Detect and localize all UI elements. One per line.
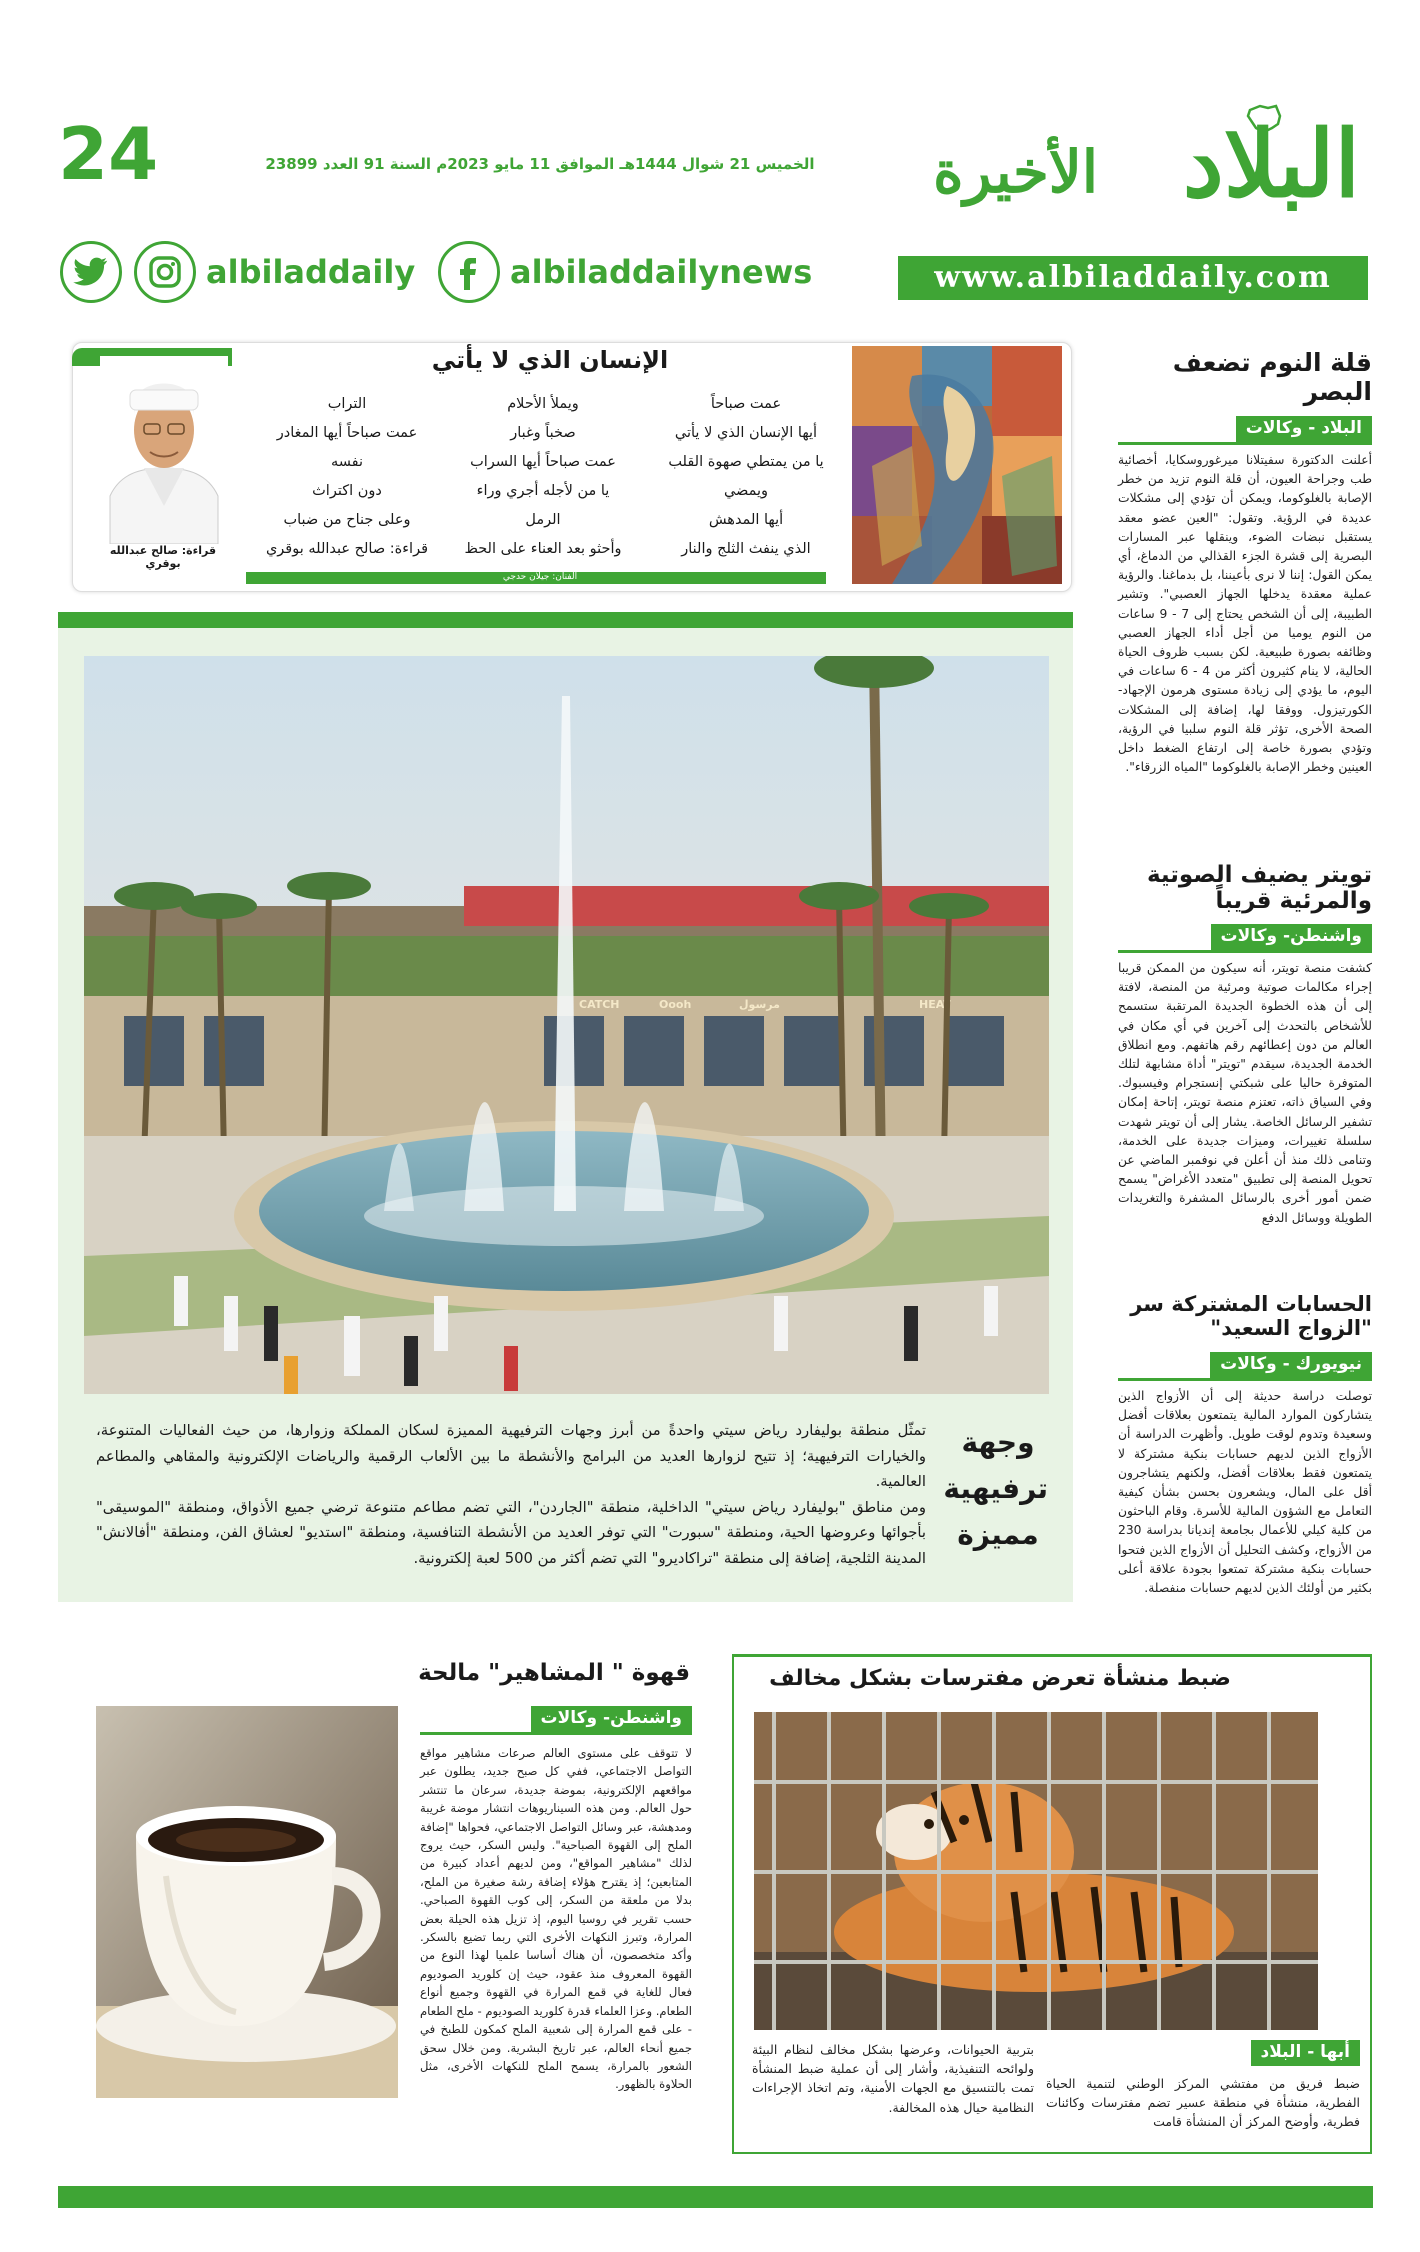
page-number: 24 (58, 112, 159, 196)
masthead-logo[interactable] (900, 110, 1370, 230)
page-bottom-bar (58, 2186, 1373, 2208)
coffee-byline: واشنطن- وكالات (531, 1706, 692, 1732)
twitter-body: كشفت منصة تويتر، أنه سيكون من الممكن قريبا إجراء مكالمات صوتية ومرئية من المنصة، لافتة إلى أن هذه الخطوة الجديدة المرتقبة ستسمح للأشخاص بالتحدث إلى آخرين في أي مكان في العالم من دون إعطائهم رقم هاتفهم. ومع انطلاق الخدمة الجديدة، سيقدم "تويتر" أداة مشابهة لتلك المتوفرة حاليا على شبكتي إنستجرام وفيسبوك. وفي السياق ذاته، تعتزم منصة تويتر، إتاحة إمكان تشفير الرسائل الخاصة. يشار إلى أن تويتر شهدت سلسلة تغييرات، وميزات جديدة على الخدمة، وتنامى ذلك منذ أن أعلن في نوفمبر الماضي عن تحويل المنصة إلى تطبيق "متعدد الأغراض" يسمح ضمن أمور أخرى بالرسائل المشفرة والتغريدات الطويلة ووسائل الدفع (1118, 961, 1372, 1225)
coffee-body: لا تتوقف على مستوى العالم صرعات مشاهير مواقع التواصل الاجتماعي، ففي كل صبح جديد، يطلون عبر مواقعهم الإلكترونية، بموضة جديدة، سرعان ما تنتشر حول العالم. ومن هذه السيناريوهات انتشار موضة غريبة ومدهشة، عبر وسائل التواصل الاجتماعي، فحواها "إضافة الملح إلى القهوة الصباحية". وليس السكر، حيث يروج لذلك "مشاهير المواقع"، ومن لديهم أعداد كبيرة من المتابعين؛ إذ يقترح هؤلاء إضافة رشة صغيرة من الملح، بدلا من ملعقة من السكر، إلى كوب القهوة الصباحي. حسب تقرير في روسيا اليوم، إذ تزيل هذه الحيلة بعض المرارة، وتبرز النكهات الأخرى التي ربما تضيع بالسكر. وأكد متخصصون، أن هناك أساسا علميا لهذا النوع من القهوة المعروف منذ عقود، حيث إن كلوريد الصوديوم فعال للغاية في قمع المرارة في القهوة وجميع أنواع الطعام. وعزا العلماء قدرة كلوريد الصوديوم - ملح الطعام - على قمع المرارة إلى شعبية الملح كمكون للطبخ في جميع أنحاء العالم، عبر تاريخ البشرية. ومن خلال سحق الشعور بالمرارة، يسمح الملح للنكهات الأخرى، مثل الحلاوة بالظهور. (420, 1746, 692, 2092)
storefront-sign-marsool: مرسول (739, 998, 780, 1011)
marriage-body: توصلت دراسة حديثة إلى أن الأزواج الذين يتشاركون الموارد المالية يتمتعون بعلاقات أفضل وسعيدة وتدوم لوقت طويل. وأظهرت الدراسة أن الأزواج الذين لديهم حسابات بنكية مشتركة لا يتمتعون فقط بعلاقات أفضل، ولكنهم يتشاجرون أقل على المال، ويشعرون بحسن بشأن كيفية التعامل مع الشؤون المالية للأسرة. وقام الباحثون من كلية كيلي للأعمال بجامعة إنديانا بدراسة 230 من الأزواج، وكشف التحليل أن الأزواج الذين فتحوا حسابات بنكية مشتركة تمتعوا بجودة علاقة أعلى بكثير من أولئك الذين لديهم حسابات منفصلة. (1118, 1389, 1372, 1596)
marriage-headline: الحسابات المشتركة سر "الزواج السعيد" (1130, 1292, 1372, 1340)
feature-body (96, 1418, 926, 1571)
sleep-byline: البلاد - وكالات (1236, 416, 1372, 442)
instagram-handle: albiladdaily (206, 253, 416, 291)
twitter-icon (60, 241, 122, 303)
tiger-body-left: بتربية الحيوانات، وعرضها بشكل مخالف لنظام البيئة ولوائحه التنفيذية، وأشار إلى أن عملية ضبط المنشأة تمت بالتنسيق مع الجهات الأمنية، وتم اتخاذ الإجراءات النظامية حيال هذه المخالفة. (752, 2042, 1034, 2115)
tiger-byline: أبها - البلاد (1251, 2040, 1361, 2066)
instagram-icon (134, 241, 196, 303)
twitter-headline: تويتر يضيف الصوتية والمرئية قريباً (1146, 862, 1372, 914)
tiger-cage-photo (754, 1712, 1318, 2030)
poem-column-3: التراب عمت صباحاً أيها المغادر نفسه دون اكتراث وعلى جناح من ضباب قراءة: صالح عبدالله بوقري (265, 396, 429, 557)
feature-paragraph-2: ومن مناطق "بوليفارد رياض سيتي" الداخلية، منطقة "الجاردن"، التي تضم مطاعم متنوعة ترضي جميع الأذواق، ومنطقة "الموسيقى" بأجوائها وعروضها الحية، ومنطقة "سبورت" التي توفر العديد من الأنشطة التنافسية، ومنطقة "استديو" لعشاق الفن، ومنطقة "أفالانش" المدينة الثلجية، إضافة إلى منطقة "تراكاديرو" التي تضم أكثر من 500 لعبة إلكترونية. (96, 1498, 926, 1567)
dateline: الخميس 21 شوال 1444هـ الموافق 11 مايو 2023م السنة 91 العدد 23899 (265, 155, 815, 173)
tiger-headline: ضبط منشأة تعرض مفترسات بشكل مخالف (769, 1666, 1231, 1691)
facebook-handle: albiladdailynews (510, 253, 813, 291)
feature-top-bar (58, 612, 1073, 628)
twitter-social[interactable] (60, 240, 122, 304)
sleep-article (1118, 348, 1372, 777)
storefront-sign-oooh: Oooh (659, 998, 692, 1011)
marriage-byline: نيويورك - وكالات (1210, 1352, 1372, 1378)
storefront-sign-heat: HEAT (919, 998, 951, 1011)
marriage-article (1118, 1292, 1372, 1598)
logo-main-text: البلاد (1182, 110, 1360, 218)
twitter-article (1118, 862, 1372, 1228)
poem-column-2: ويملأ الأحلام صخباً وغبار عمت صباحاً أيها السراب يا من لأجله أجري وراء الرمل وأحثو بعد العناء على الحظ (464, 396, 622, 557)
facebook-icon (438, 241, 500, 303)
poem-title: الإنسان الذي لا يأتي (431, 346, 669, 374)
feature-headline: وجهة ترفيهية مميزة (943, 1426, 1048, 1551)
painting-image (852, 346, 1062, 584)
feature-paragraph-1: تمثّل منطقة بوليفارد رياض سيتي واحدةً من أبرز وجهات الترفيهية المميزة لسكان المملكة وزوارها، من حيث الفعاليات المتنوعة، والخيارات الترفيهية؛ إذ تتيح لزوارها العديد من البرامج والأنشطة ما بين الألعاب الرقمية والرياضات الإلكترونية والمقاهي والمطاعم العالمية. (96, 1422, 926, 1490)
website-link[interactable]: www.albiladdaily.com (898, 256, 1368, 300)
sleep-body: أعلنت الدكتورة سفيتلانا ميرغوروسكايا، أخصائية طب وجراحة العيون، أن قلة النوم تزيد من خطر الإصابة بالغلوكوما، ويمكن أن تؤدي إلى مشكلات عديدة في الرؤية. وتقول: "العين عضو معقد يستقبل نبضات الضوء، وينقلها عبر المسارات البصرية إلى قشرة الجزء القذالي من الدماغ، أي يمكن القول: إننا لا نرى بأعيننا، بل بدماغنا. والرؤية عملية معقدة يدخلها الجهاز العصبي". وتشير الطبيبة، إلى أن الشخص يحتاج إلى 7 - 9 ساعات من النوم يوميا من أجل أداء الجهاز العصبي وظائفه بصورة طبيعية. لكن بسبب ظروف الحياة الحالية، لا ينام كثيرون أكثر من 4 - 6 ساعات في اليوم، ما يؤدي إلى زيادة مستوى هرمون الإجهاد- الكورتيزول. ووفقا لها، إضافة إلى المشكلات الصحة الأخرى، تؤثر قلة النوم سلبيا في الرؤية، وتؤدي بصورة خاصة إلى ارتفاع الضغط داخل العينين وخطر الإصابة بالغلوكوما "المياه الزرقاء". (1118, 453, 1373, 775)
tiger-body-right: ضبط فريق من مفتشي المركز الوطني لتنمية الحياة الفطرية، منشأة في منطقة عسير تضم مفترسات وكائنات فطرية، وأوضح المركز أن المنشأة قامت (1046, 2076, 1360, 2130)
logo-sub-text: الأخيرة (933, 138, 1098, 206)
coffee-headline: قهوة " المشاهير" مالحة (418, 1660, 690, 1686)
poem-column-1: عمت صباحاً أيها الإنسان الذي لا يأتي يا من يمتطي صهوة القلب ويمضي أيها المدهش الذي ينفث الثلج والنار (668, 396, 824, 557)
facebook-social[interactable] (438, 240, 812, 304)
twitter-byline: واشنطن- وكالات (1211, 924, 1372, 950)
instagram-social[interactable] (134, 240, 415, 304)
author-caption: قراءة: صالح عبدالله بوقري (109, 544, 217, 570)
boulevard-fountain-photo (84, 656, 1049, 1394)
coffee-cup-photo (96, 1706, 398, 2098)
sleep-headline: قلة النوم تضعف البصر (1172, 348, 1372, 406)
artist-caption: الفنان: جيلان حدجي (502, 572, 578, 582)
storefront-sign-catch: CATCH (579, 998, 620, 1011)
author-photo (100, 356, 228, 544)
